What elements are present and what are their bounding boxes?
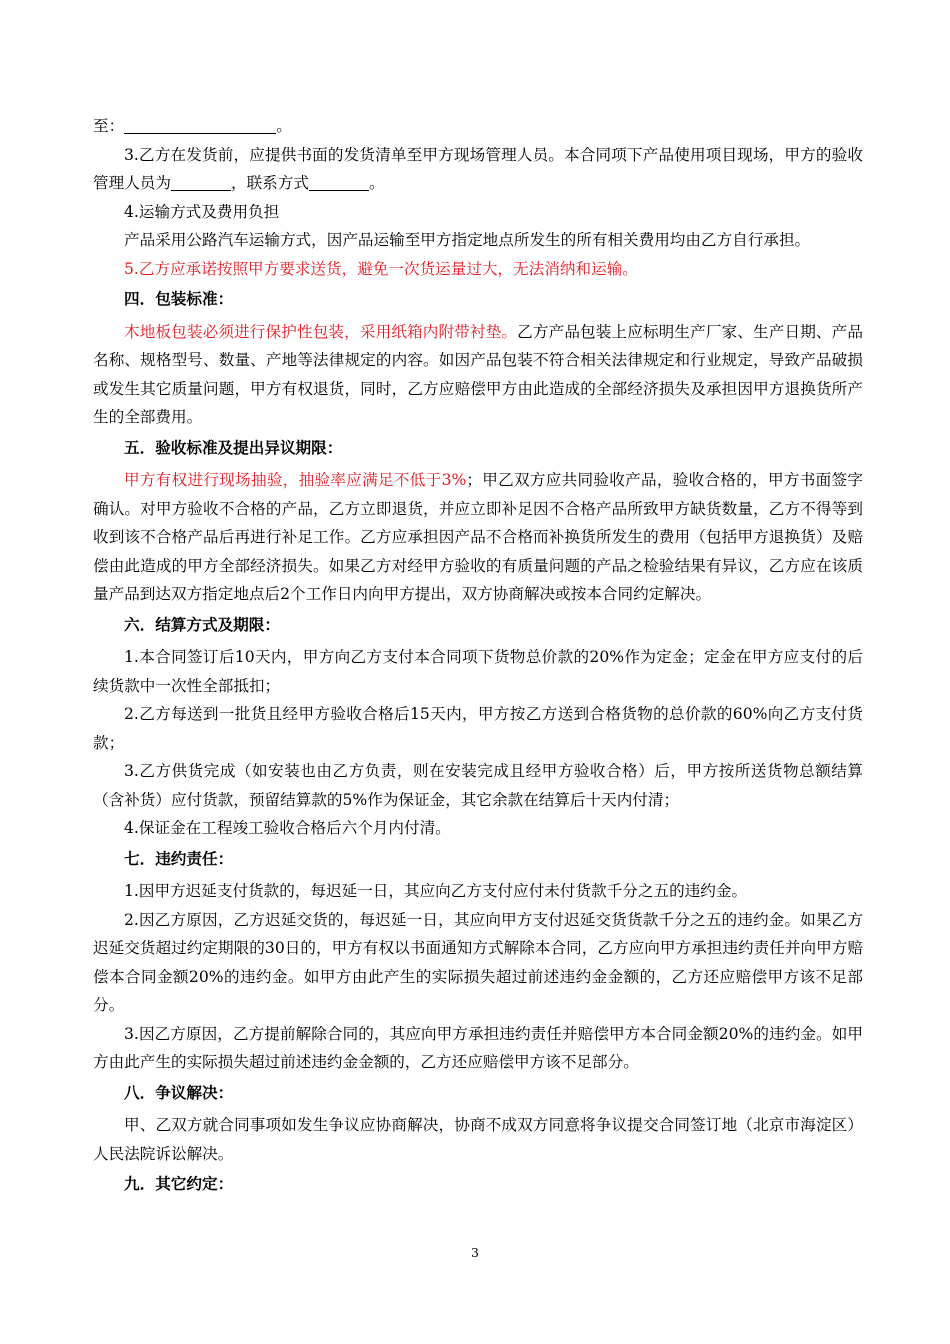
label-text: 至：: [93, 117, 125, 135]
emphasis-text: 木地板包装必须进行保护性包装，采用纸箱内附带衬垫。: [124, 322, 518, 341]
clause-3-4-title: 4.运输方式及费用负担: [124, 202, 280, 221]
clause-7-3: 3.因乙方原因，乙方提前解除合同的，其应向甲方承担违约责任并赔偿甲方本合同金额20%的违约金。如甲方由此产生的实际损失超过前述违约金金额的，乙方还应赔偿甲方该不足部分。: [93, 1024, 863, 1071]
clause-3-5: 5.乙方应承诺按照甲方要求送货，避免一次货运量过大，无法消纳和运输。: [124, 259, 638, 278]
section-heading-7: 七．违约责任：: [124, 849, 234, 868]
document-page: [93, 112, 863, 1203]
section-heading-4: 四．包装标准：: [124, 290, 234, 308]
blank-field-contact[interactable]: [309, 172, 369, 191]
section-heading-5: 五．验收标准及提出异议期限：: [124, 438, 343, 457]
clause-6-4: 4.保证金在工程竣工验收合格后六个月内付清。: [124, 819, 451, 837]
clause-6-1: 1.本合同签订后10天内，甲方向乙方支付本合同项下货物总价款的20%作为定金；定金在甲方应支付的后续货款中一次性全部抵扣；: [93, 648, 863, 695]
section-heading-6: 六．结算方式及期限：: [124, 615, 280, 634]
clause-text: 。: [368, 174, 385, 192]
clause-6-3: 3.乙方供货完成（如安装也由乙方负责，则在安装完成且经甲方验收合格）后，甲方按所送货物总额结算（含补货）应付货款，预留结算款的5%作为保证金，其它余款在结算后十天内付清；: [93, 762, 863, 809]
clause-6-2: 2.乙方每送到一批货且经甲方验收合格后15天内，甲方按乙方送到合格货物的总价款的60%向乙方支付货款；: [93, 705, 863, 752]
section-5-body: [93, 466, 863, 609]
blank-field[interactable]: [124, 115, 276, 134]
page-number: 3: [471, 1245, 479, 1260]
clause-text: ，联系方式: [230, 174, 309, 192]
clause-text: 3.乙方在发货前，应提供书面的发货清单至甲方现场管理人员。本合同项下产品使用项目现场，甲方的验收管理人员为: [93, 145, 863, 192]
body-text: ；甲乙双方应共同验收产品，验收合格的，甲方书面签字确认。对甲方验收不合格的产品，乙方立即退货，并应立即补足因不合格产品所致甲方缺货数量，乙方不得等到收到该不合格产品后再进行补足工作。乙方应承担因产品不合格而补换货所发生的费用（包括甲方退换货）及赔偿由此造成的甲方全部经济损失。如果乙方对经甲方验收的有质量问题的产品之检验结果有异议，乙方应在该质量产品到达双方指定地点后2个工作日内向甲方提出，双方协商解决或按本合同约定解决。: [93, 471, 863, 603]
clause-7-1: 1.因甲方迟延支付货款的，每迟延一日，其应向乙方支付应付未付货款千分之五的违约金。: [124, 882, 748, 900]
emphasis-text: 甲方有权进行现场抽验，抽验率应满足不低于3%: [124, 471, 467, 489]
section-heading-9: 九．其它约定：: [124, 1175, 234, 1193]
section-4-body: [93, 318, 863, 432]
clause-7-2: 2.因乙方原因，乙方迟延交货的，每迟延一日，其应向甲方支付迟延交货货款千分之五的违约金。如果乙方迟延交货超过约定期限的30日的，甲方有权以书面通知方式解除本合同，乙方应向甲方承担违约责任并向甲方赔偿本合同金额20%的违约金。如甲方由此产生的实际损失超过前述违约金金额的，乙方还应赔偿甲方该不足部分。: [93, 910, 863, 1014]
clause-3-3: [93, 141, 863, 198]
body-text: 乙方产品包装上应标明生产厂家、生产日期、产品名称、规格型号、数量、产地等法律规定的内容。如因产品包装不符合相关法律规定和行业规定，导致产品破损或发生其它质量问题，甲方有权退货，同时，乙方应赔偿甲方由此造成的全部经济损失及承担因甲方退换货所产生的全部费用。: [93, 322, 863, 426]
section-heading-8: 八．争议解决：: [124, 1083, 234, 1102]
clause-3-4-body: 产品采用公路汽车运输方式，因产品运输至甲方指定地点所发生的所有相关费用均由乙方自行承担。: [124, 231, 811, 249]
punctuation: 。: [276, 117, 292, 135]
blank-field-manager[interactable]: [171, 172, 231, 191]
delivery-address-line: [93, 112, 863, 141]
section-8-body: 甲、乙双方就合同事项如发生争议应协商解决，协商不成双方同意将争议提交合同签订地（北京市海淀区）人民法院诉讼解决。: [93, 1116, 863, 1163]
